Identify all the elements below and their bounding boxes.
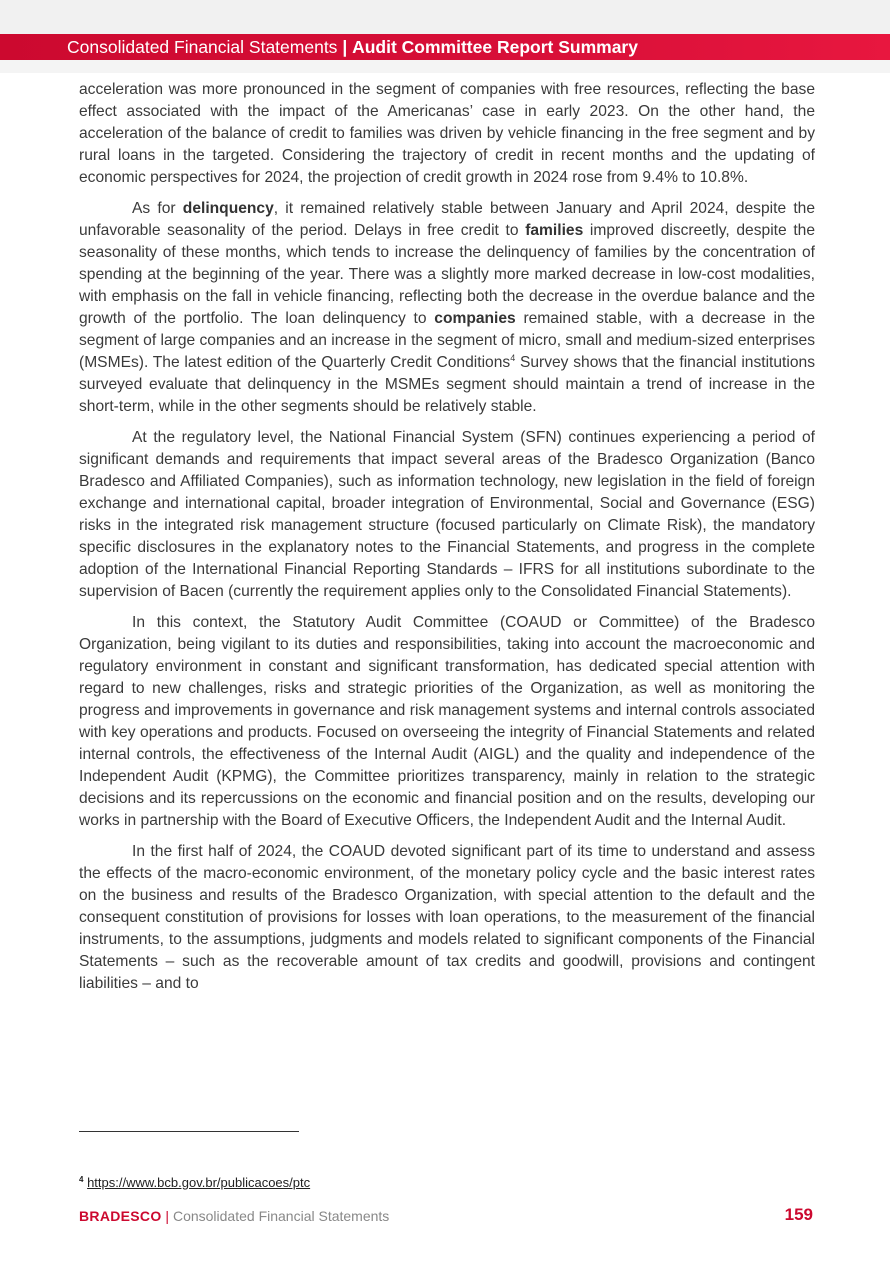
footer-section-title: Consolidated Financial Statements [172, 1208, 390, 1224]
footnote-reference[interactable]: 4 [510, 353, 516, 363]
paragraph-credit-growth: acceleration was more pronounced in the segment of companies with free resources, reflecting the base effect associated with the impact of the Americanas’ case in early 2023. On the other hand, the acceleration of the balance of credit to families was driven by vehicle financing in the free segment and by rural loans in the targeted. Considering the trajectory of credit in recent months and the updating of economic perspectives for 2024, the projection of credit growth in 2024 rose from 9.4% to 10.8%. [79, 81, 815, 186]
header-section-title: Consolidated Financial Statements [67, 37, 338, 57]
paragraph-delinquency: As for delinquency, it remained relatively stable between January and April 2024, despite the unfavorable seasonality of the period. Delays in free credit to families improved discreetly, despite the seasonality of these months, which tends to increase the delinquency of families by the concentration of spending at the beginning of the year. There was a slightly more marked decrease in low-cost modalities, with emphasis on the fall in vehicle financing, reflecting both the decrease in the overdue balance and the growth of the portfolio. The loan delinquency to companies remained stable, with a decrease in the segment of large companies and an increase in the segment of micro, small and medium-sized enterprises (MSMEs). The latest edition of the Quarterly Credit Conditions$^4$ Survey shows that the financial institutions surveyed evaluate that delinquency in the MSMEs segment should maintain a trend of increase in the short-term, while in the other segments should be relatively stable. [79, 200, 815, 415]
header-separator: | [342, 37, 348, 57]
top-strip [0, 0, 890, 34]
report-body [79, 79, 815, 1004]
header-report-title: Audit Committee Report Summary [352, 37, 638, 57]
page-footer [79, 1206, 389, 1226]
header-underline-strip [0, 60, 890, 73]
header-banner [0, 34, 890, 60]
paragraph-first-half-2024: In the first half of 2024, the COAUD devoted significant part of its time to understand and assess the effects of the macro-economic environment, of the monetary policy cycle and the basic interest rates on the business and results of the Bradesco Organization, with special attention to the default and the consequent constitution of provisions for losses with loan operations, to the measurement of the financial instruments, to the assumptions, judgments and models related to significant components of the Financial Statements – such as the recoverable amount of tax credits and goodwill, provisions and contingent liabilities – and to [79, 843, 815, 992]
paragraph-regulatory: At the regulatory level, the National Financial System (SFN) continues experiencing a period of significant demands and requirements that impact several areas of the Bradesco Organization (Banco Bradesco and Affiliated Companies), such as information technology, new legislation in the field of foreign exchange and international capital, broader integration of Environmental, Social and Governance (ESG) risks in the integrated risk management structure (focused particularly on Climate Risk), the mandatory specific disclosures in the explanatory notes to the Financial Statements, and progress in the complete adoption of the International Financial Reporting Standards – IFRS for all institutions subordinate to the supervision of Bacen (currently the requirement applies only to the Consolidated Financial Statements). [79, 429, 815, 600]
page-number: 159 [784, 1205, 813, 1224]
footnote [79, 1174, 310, 1192]
footnote-divider [79, 1131, 299, 1132]
paragraph-coaud-context: In this context, the Statutory Audit Committee (COAUD or Committee) of the Bradesco Organization, being vigilant to its duties and responsibilities, taking into account the macroeconomic and regulatory environment in constant and significant transformation, has dedicated special attention with regard to new challenges, risks and strategic priorities of the Organization, as well as monitoring the progress and improvements in governance and risk management systems and internal controls associated with key operations and products. Focused on overseeing the integrity of Financial Statements and related internal controls, the effectiveness of the Internal Audit (AIGL) and the quality and independence of the Independent Audit (KPMG), the Committee prioritizes transparency, mainly in relation to the strategic decisions and its repercussions on the economic and financial position and on the results, developing our works in partnership with the Board of Executive Officers, the Independent Audit and the Internal Audit. [79, 614, 815, 829]
footnote-number: 4 [79, 1175, 84, 1184]
footnote-link[interactable]: https://www.bcb.gov.br/publicacoes/ptc [87, 1175, 311, 1190]
footer-separator: | [165, 1208, 170, 1224]
term-companies: companies [434, 310, 516, 327]
footer-brand: BRADESCO [79, 1208, 162, 1224]
term-families: families [525, 222, 584, 239]
term-delinquency: delinquency [182, 200, 274, 217]
